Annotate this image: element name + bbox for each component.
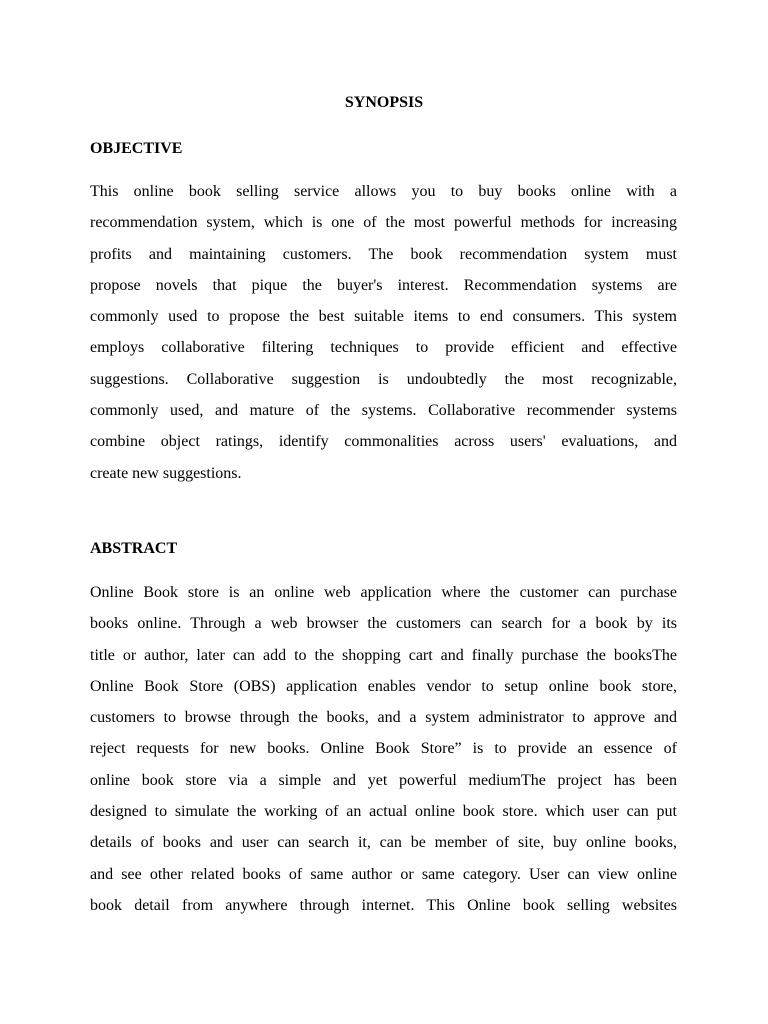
abstract-line: designed to simulate the working of an actual online book store. which user can put [90, 803, 677, 821]
objective-line: This online book selling service allows you to buy books online with a [90, 183, 677, 200]
document-title: SYNOPSIS [344, 94, 424, 111]
abstract-line: online book store via a simple and yet powerful mediumThe project has been [90, 771, 677, 789]
abstract-line: books online. Through a web browser the customers can search for a book by its [90, 615, 677, 633]
objective-line: recommendation system, which is one of the most powerful methods for increasing [90, 214, 677, 232]
objective-line: commonly used, and mature of the systems. Collaborative recommender systems [90, 402, 677, 420]
abstract-heading: ABSTRACT [90, 540, 178, 557]
objective-line: create new suggestions. [90, 464, 242, 482]
abstract-line: details of books and user can search it, can be member of site, buy online books, [90, 834, 677, 852]
objective-line: suggestions. Collaborative suggestion is undoubtedly the most recognizable, [90, 370, 677, 388]
objective-line: combine object ratings, identify commonalities across users' evaluations, and [90, 433, 677, 451]
abstract-line: Online Book Store (OBS) application enables vendor to setup online book store, [90, 677, 677, 695]
abstract-line: Online Book store is an online web application where the customer can purchase [90, 584, 677, 601]
objective-line: employs collaborative filtering techniques to provide efficient and effective [90, 339, 677, 357]
abstract-line: title or author, later can add to the shopping cart and finally purchase the booksThe [90, 646, 677, 664]
abstract-line: book detail from anywhere through internet. This Online book selling websites [90, 896, 677, 914]
objective-line: commonly used to propose the best suitable items to end consumers. This system [90, 308, 677, 326]
objective-line: propose novels that pique the buyer's interest. Recommendation systems are [90, 276, 677, 294]
abstract-line: reject requests for new books. Online Book Store” is to provide an essence of [90, 740, 677, 758]
abstract-paragraph [90, 577, 677, 921]
objective-heading: OBJECTIVE [90, 140, 183, 157]
objective-line: profits and maintaining customers. The book recommendation system must [90, 245, 677, 263]
abstract-line: customers to browse through the books, and a system administrator to approve and [90, 709, 677, 727]
objective-paragraph [90, 176, 677, 489]
abstract-line: and see other related books of same author or same category. User can view online [90, 865, 677, 883]
